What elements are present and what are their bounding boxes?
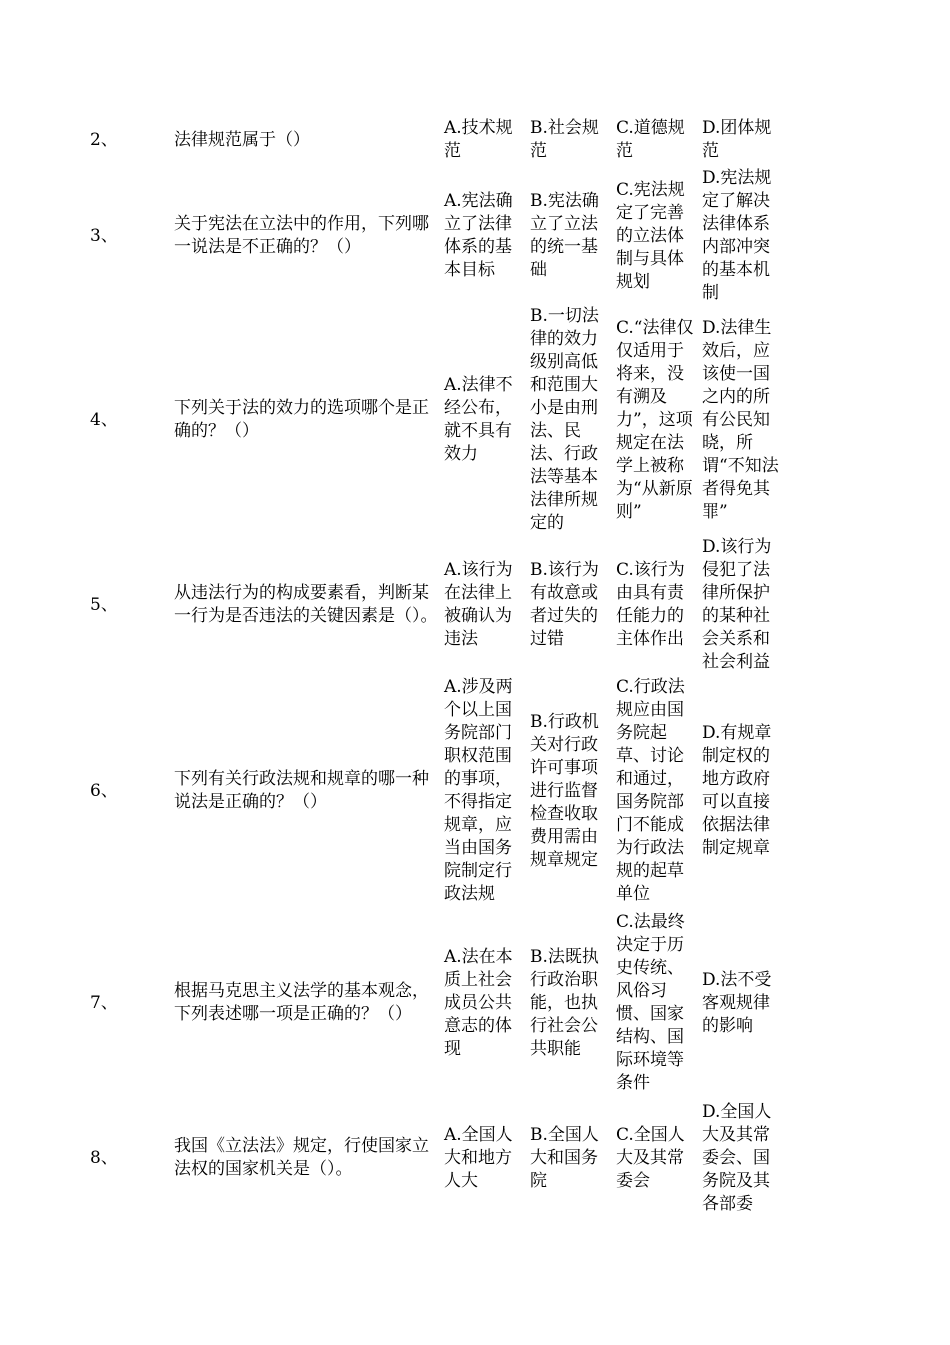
question-row <box>88 675 786 907</box>
option-a: A.法在本质上社会成员公共意志的体现 <box>444 946 513 1059</box>
question-number: 3、 <box>90 225 118 246</box>
question-number: 8、 <box>90 1147 118 1168</box>
question-row <box>88 167 786 305</box>
question-text: 我国《立法法》规定，行使国家立法权的国家机关是（）。 <box>174 1136 429 1179</box>
question-text: 下列有关行政法规和规章的哪一种说法是正确的？（） <box>174 769 429 812</box>
question-row <box>88 305 786 535</box>
question-row <box>88 1099 786 1217</box>
option-b: B.宪法确立了立法的统一基础 <box>530 191 599 280</box>
option-a: A.宪法确立了法律体系的基本目标 <box>444 191 513 280</box>
option-b: B.一切法律的效力级别高低和范围大小是由刑法、民法、行政法等基本法律所规定的 <box>530 306 599 533</box>
option-a: A.技术规范 <box>444 118 513 161</box>
option-b: B.全国人大和国务院 <box>530 1124 599 1191</box>
option-a: A.法律不经公布，就不具有效力 <box>444 375 513 464</box>
option-c: C.行政法规应由国务院起草、讨论和通过，国务院部门不能成为行政法规的起草单位 <box>616 677 685 904</box>
option-d: D.法不受客观规律的影响 <box>702 969 772 1036</box>
question-number: 6、 <box>90 780 118 801</box>
option-b: B.社会规范 <box>530 118 599 161</box>
option-c: C.法最终决定于历史传统、风俗习惯、国家结构、国际环境等条件 <box>616 912 685 1093</box>
option-a: A.全国人大和地方人大 <box>444 1124 513 1191</box>
option-c: C.“法律仅仅适用于将来，没有溯及力”，这项规定在法学上被称为“从新原则” <box>616 317 694 522</box>
option-b: B.行政机关对行政许可事项进行监督检查收取费用需由规章规定 <box>530 711 599 870</box>
option-b: B.该行为有故意或者过失的过错 <box>530 560 599 649</box>
question-text: 关于宪法在立法中的作用，下列哪一说法是不正确的？（） <box>174 214 429 257</box>
option-b: B.法既执行政治职能，也执行社会公共职能 <box>530 946 599 1059</box>
option-c: C.道德规范 <box>616 118 685 161</box>
question-number: 7、 <box>90 992 118 1013</box>
option-a: A.该行为在法律上被确认为违法 <box>444 560 513 649</box>
option-d: D.团体规范 <box>702 118 772 161</box>
question-number: 4、 <box>90 409 118 430</box>
question-table <box>88 113 786 1217</box>
question-number: 2、 <box>90 129 118 150</box>
option-c: C.宪法规定了完善的立法体制与具体规划 <box>616 179 685 292</box>
question-text: 法律规范属于（） <box>174 129 310 150</box>
option-d: D.该行为侵犯了法律所保护的某种社会关系和社会利益 <box>702 537 772 672</box>
option-c: C.该行为由具有责任能力的主体作出 <box>616 560 685 649</box>
option-d: D.全国人大及其常委会、国务院及其各部委 <box>702 1101 772 1214</box>
option-d: D.法律生效后，应该使一国之内的所有公民知晓，所谓“不知法者得免其罪” <box>702 317 779 522</box>
option-a: A.涉及两个以上国务院部门职权范围的事项，不得指定规章，应当由国务院制定行政法规 <box>444 677 513 904</box>
question-number: 5、 <box>90 594 118 615</box>
option-d: D.有规章制定权的地方政府可以直接依据法律制定规章 <box>702 723 772 858</box>
question-text: 从违法行为的构成要素看，判断某一行为是否违法的关键因素是（）。 <box>174 583 438 626</box>
question-row <box>88 535 786 675</box>
option-d: D.宪法规定了解决法律体系内部冲突的基本机制 <box>702 168 772 303</box>
question-text: 下列关于法的效力的选项哪个是正确的？（） <box>174 398 429 441</box>
question-text: 根据马克思主义法学的基本观念，下列表述哪一项是正确的？（） <box>174 981 429 1024</box>
question-row <box>88 113 786 167</box>
option-c: C.全国人大及其常委会 <box>616 1124 685 1191</box>
question-row <box>88 907 786 1099</box>
